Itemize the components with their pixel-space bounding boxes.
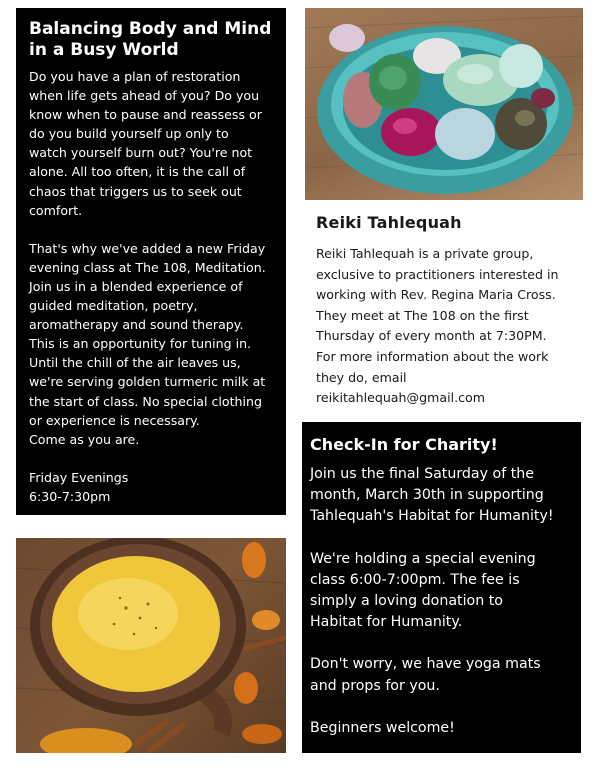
reiki-line: working with Rev. Regina Maria Cross. xyxy=(316,287,556,303)
article-line: or experience is necessary. xyxy=(29,412,200,428)
article-line: alone. All too often, it is the call of xyxy=(29,164,246,180)
reiki-title: Reiki Tahlequah xyxy=(316,213,462,232)
article-line: Until the chill of the air leaves us, xyxy=(29,355,241,371)
article-line: evening class at The 108, Meditation. xyxy=(29,259,266,275)
charity-paragraph-3 xyxy=(310,654,575,696)
article-title-line2: in a Busy World xyxy=(29,40,179,60)
reiki-line: Thursday of every month at 7:30PM. xyxy=(316,328,547,344)
charity-line: month, March 30th in supporting xyxy=(310,487,544,504)
article-line: do you build yourself up only to xyxy=(29,126,229,142)
charity-line: Beginners welcome! xyxy=(310,719,455,736)
meditation-article xyxy=(16,8,286,515)
charity-line: Join us the final Saturday of the xyxy=(310,466,534,482)
healing-stones-photo xyxy=(305,8,583,200)
article-paragraph-1 xyxy=(29,67,273,220)
article-paragraph-2 xyxy=(29,239,273,449)
reiki-line: They meet at The 108 on the first xyxy=(316,307,529,323)
turmeric-milk-photo xyxy=(16,538,286,753)
article-line: we're serving golden turmeric milk at xyxy=(29,374,266,390)
reiki-email[interactable]: reikitahlequah@gmail.com xyxy=(316,390,485,406)
article-line: Do you have a plan of restoration xyxy=(29,69,241,84)
reiki-line: they do, email xyxy=(316,369,407,385)
article-line: guided meditation, poetry, xyxy=(29,298,198,314)
article-line: chaos that triggers us to seek out xyxy=(29,183,242,199)
reiki-line: Reiki Tahlequah is a private group, xyxy=(316,246,534,261)
charity-section xyxy=(302,422,581,753)
charity-line: We're holding a special evening xyxy=(310,550,536,567)
article-line: Come as you are. xyxy=(29,431,140,447)
article-line: This is an opportunity for tuning in. xyxy=(29,336,252,352)
charity-title: Check-In for Charity! xyxy=(310,435,498,454)
charity-paragraph-1 xyxy=(310,464,575,528)
article-line: Join us in a blended experience of xyxy=(29,278,243,294)
reiki-line: For more information about the work xyxy=(316,348,549,364)
article-line: That's why we've added a new Friday xyxy=(29,240,266,256)
article-title xyxy=(29,19,273,61)
reiki-description xyxy=(316,244,584,409)
reiki-line: exclusive to practitioners interested in xyxy=(316,266,559,282)
article-line: know when to pause and reassess or xyxy=(29,107,262,123)
charity-paragraph-4 xyxy=(310,718,575,739)
reiki-section xyxy=(316,213,584,409)
article-line: aromatherapy and sound therapy. xyxy=(29,317,244,333)
charity-line: Habitat for Humanity. xyxy=(310,614,463,631)
schedule-day: Friday Evenings xyxy=(29,469,129,485)
charity-paragraph-2 xyxy=(310,549,575,634)
article-title-line1: Balancing Body and Mind xyxy=(29,19,272,39)
class-schedule xyxy=(29,468,273,506)
article-line: when life gets ahead of you? Do you xyxy=(29,88,260,104)
charity-line: and props for you. xyxy=(310,677,440,694)
article-line: watch yourself burn out? You're not xyxy=(29,145,253,161)
charity-line: class 6:00-7:00pm. The fee is xyxy=(310,571,520,588)
turmeric-milk-illustration xyxy=(16,538,286,753)
article-line: the start of class. No special clothing xyxy=(29,393,263,409)
charity-line: simply a loving donation to xyxy=(310,593,503,610)
article-line: comfort. xyxy=(29,202,83,218)
charity-line: Don't worry, we have yoga mats xyxy=(310,656,541,673)
schedule-time: 6:30-7:30pm xyxy=(29,488,111,504)
charity-line: Tahlequah's Habitat for Humanity! xyxy=(310,508,554,525)
healing-stones-illustration xyxy=(305,8,583,200)
